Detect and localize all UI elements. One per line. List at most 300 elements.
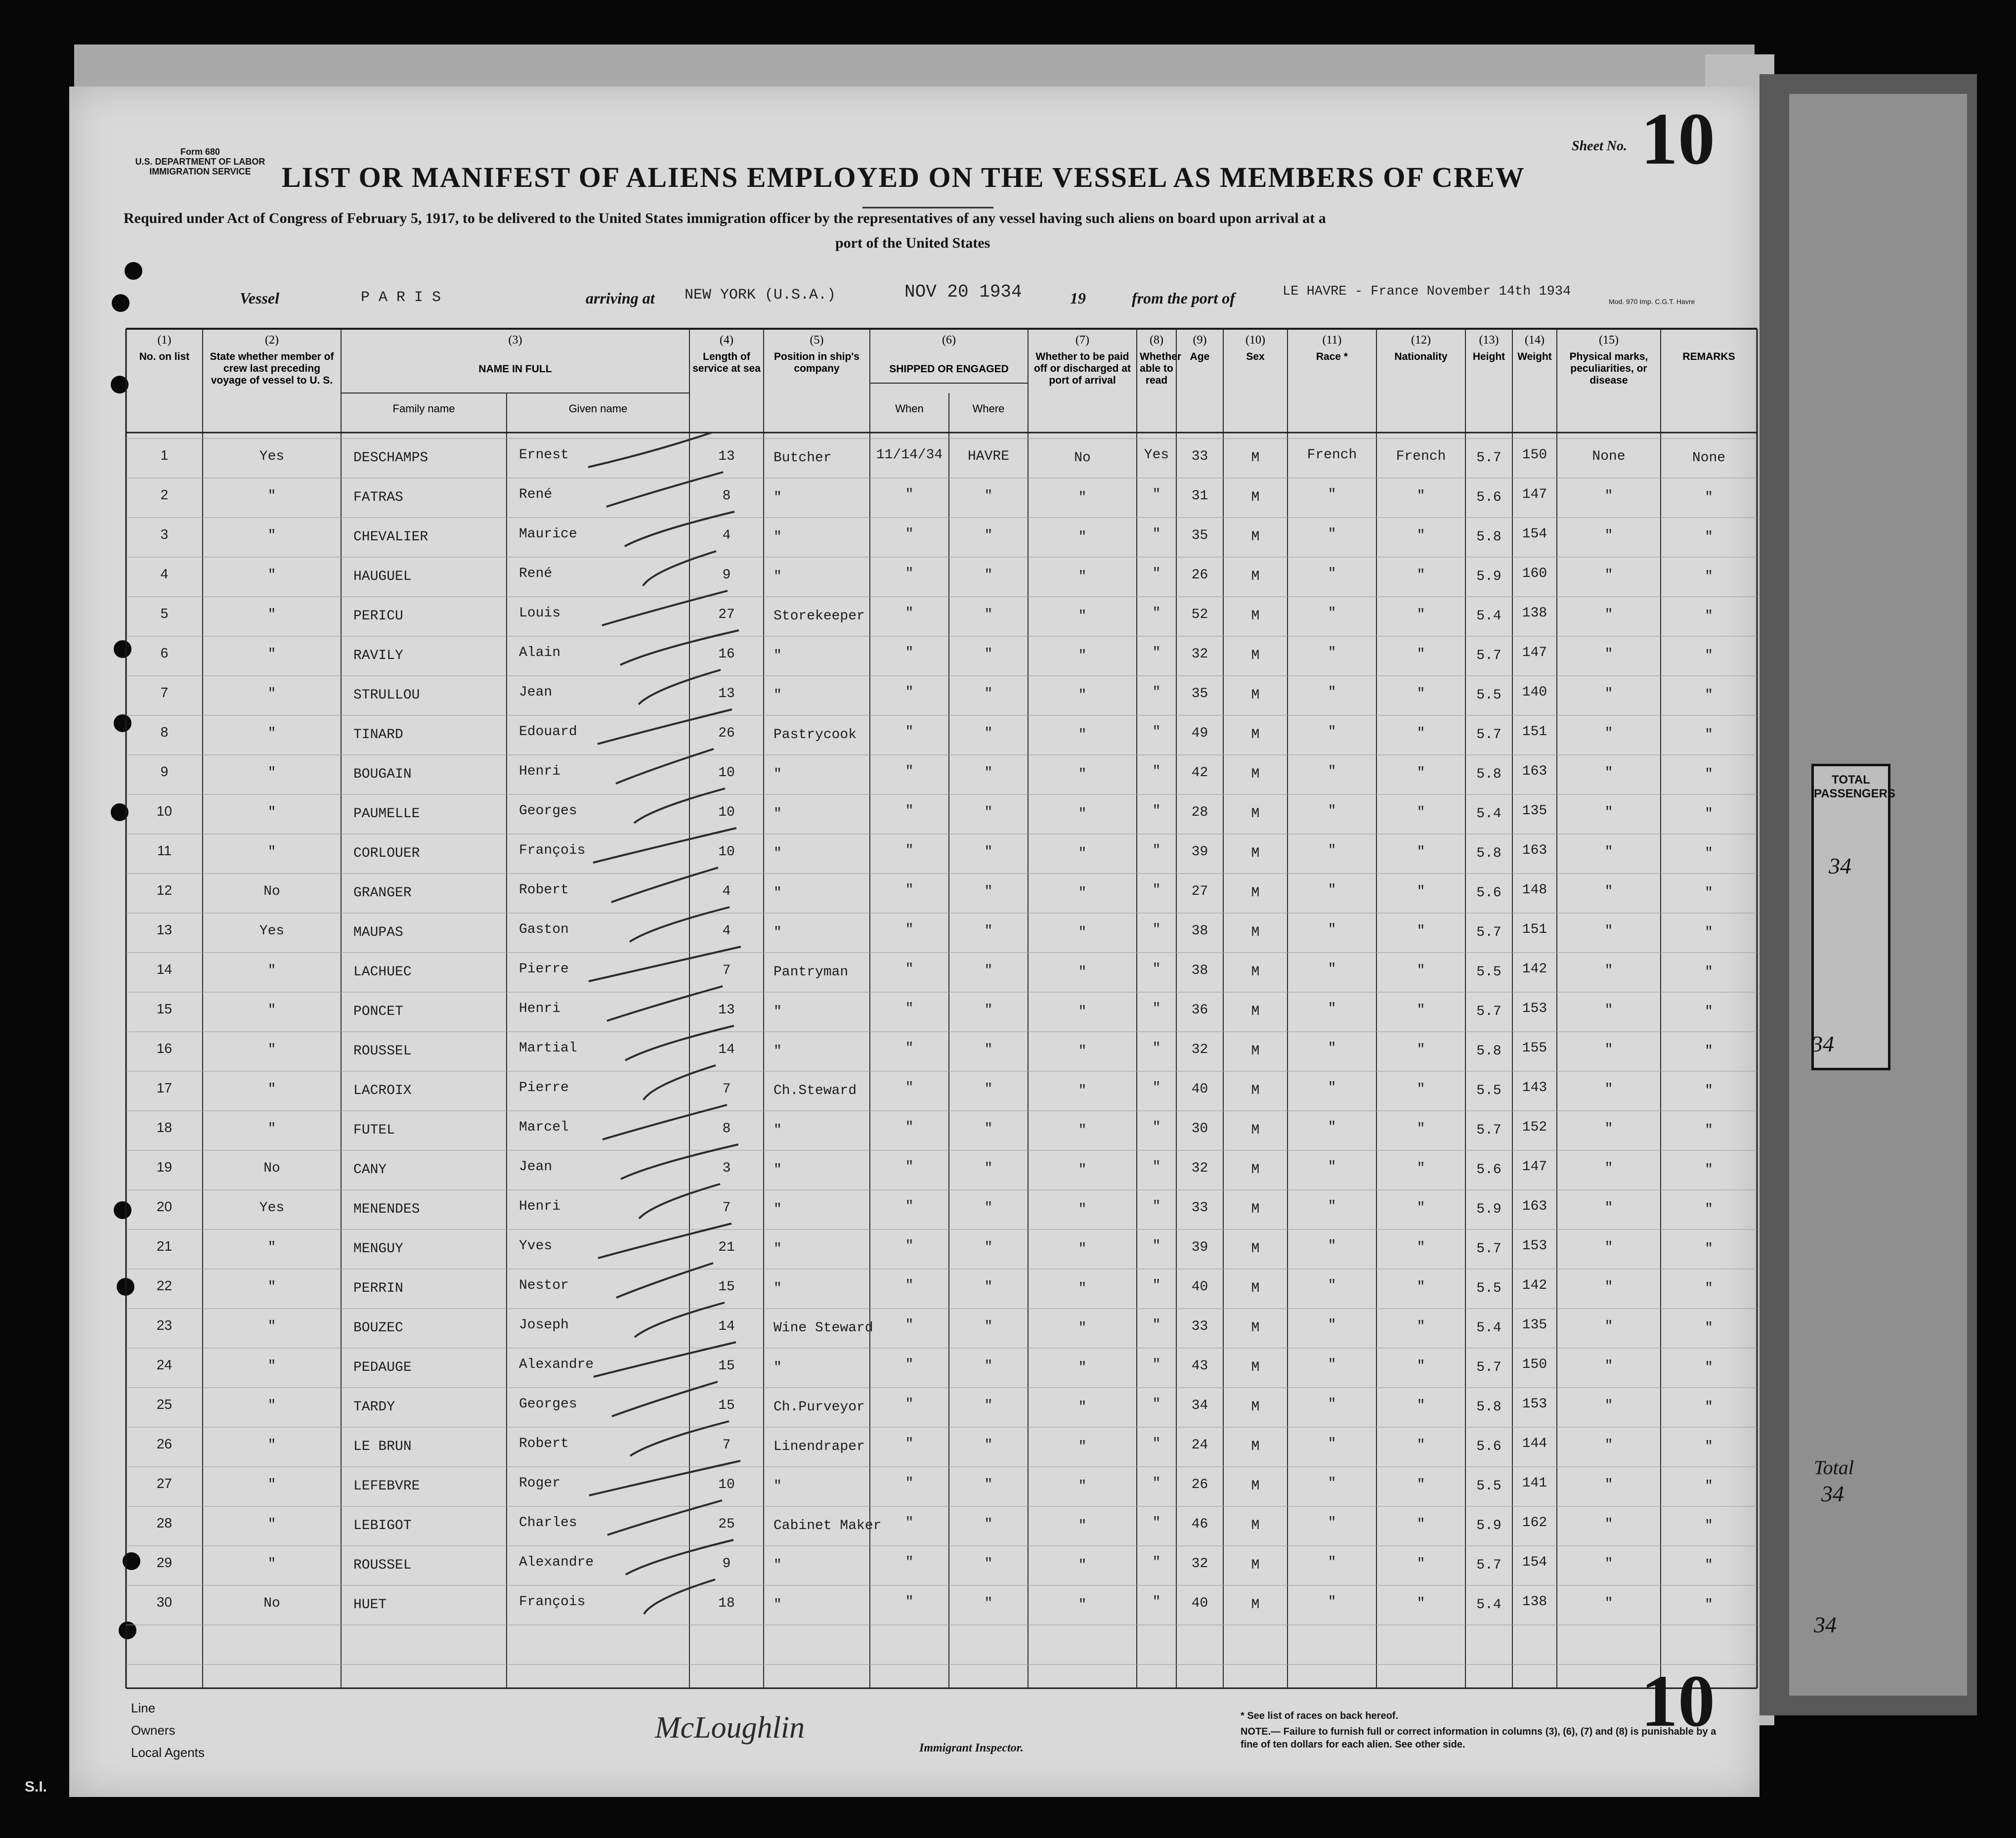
cell-age: 32 (1191, 647, 1208, 662)
cell-where: " (984, 805, 993, 820)
cell-service: 10 (718, 1477, 735, 1492)
cell-where: " (984, 1319, 993, 1334)
column-number: (8) (1150, 334, 1163, 347)
cell-no: 19 (156, 1159, 172, 1175)
cell-read: " (1152, 764, 1161, 779)
cell-marks: None (1592, 449, 1626, 464)
cell-remarks: " (1705, 648, 1713, 663)
cell-service: 7 (722, 1438, 731, 1453)
cell-read: " (1152, 566, 1161, 581)
cell-family: PONCET (353, 1004, 403, 1019)
cell-weight: 135 (1522, 803, 1547, 819)
cell-no: 11 (157, 843, 172, 858)
cell-prev: " (267, 528, 276, 543)
cell-paid: " (1078, 964, 1087, 980)
cell-race: " (1328, 685, 1336, 700)
cell-nationality: " (1416, 765, 1425, 781)
cell-when: " (905, 645, 914, 660)
cell-sex: M (1251, 1083, 1260, 1098)
cell-prev: " (267, 1279, 276, 1295)
cell-remarks: " (1705, 609, 1713, 624)
column-number: (11) (1322, 334, 1342, 347)
cell-marks: " (1604, 1398, 1613, 1413)
from-port-label: from the port of (1132, 289, 1235, 307)
cell-where: " (984, 1121, 993, 1137)
column-header: Whether to be paid off or discharged at port of arrival (1033, 351, 1131, 386)
cell-race: " (1328, 1317, 1336, 1333)
cell-marks: " (1604, 1596, 1613, 1611)
cell-remarks: " (1705, 1518, 1713, 1533)
cell-where: " (984, 686, 993, 701)
cell-service: 10 (718, 805, 735, 820)
cell-where: " (984, 923, 993, 939)
cell-remarks: " (1705, 1558, 1713, 1573)
cell-age: 30 (1191, 1121, 1208, 1137)
side-count-4: 34 (1814, 1612, 1837, 1637)
cell-prev: " (267, 647, 276, 662)
cell-age: 43 (1191, 1358, 1208, 1374)
cell-remarks: " (1705, 1241, 1713, 1257)
subtitle-line-1: Required under Act of Congress of February 5, 1917, to be delivered to the United States immigration officer by the representatives of any vessel having such aliens on board upon arrival at a (124, 210, 1326, 226)
cell-weight: 155 (1522, 1041, 1547, 1056)
cell-weight: 141 (1522, 1476, 1547, 1491)
cell-where: " (984, 1161, 993, 1176)
cell-position: " (773, 885, 782, 901)
cell-when: " (905, 1317, 914, 1333)
cell-sex: M (1251, 1123, 1260, 1138)
cell-age: 26 (1191, 1477, 1208, 1492)
cell-when: " (905, 764, 914, 779)
cell-position: " (773, 529, 782, 545)
cell-read: " (1152, 1476, 1161, 1491)
cell-service: 3 (722, 1161, 731, 1176)
cell-no: 22 (156, 1278, 172, 1293)
cell-service: 25 (718, 1517, 735, 1532)
column-header: No. on list (139, 351, 190, 362)
cell-no: 4 (160, 566, 169, 581)
cell-height: 5.7 (1476, 648, 1501, 663)
cell-service: 26 (718, 726, 735, 741)
cell-sex: M (1251, 569, 1260, 584)
cell-nationality: " (1416, 1003, 1425, 1018)
cell-marks: " (1604, 1556, 1613, 1572)
cell-where: " (984, 844, 993, 860)
cell-read: " (1152, 1080, 1161, 1095)
cell-nationality: " (1416, 528, 1425, 543)
cell-paid: " (1078, 767, 1087, 782)
cell-remarks: " (1705, 925, 1713, 940)
cell-where: " (984, 1003, 993, 1018)
cell-remarks: " (1705, 1597, 1713, 1613)
cell-height: 5.8 (1476, 1400, 1501, 1415)
cell-read: " (1152, 487, 1161, 502)
cell-position: " (773, 767, 782, 782)
cell-race: " (1328, 843, 1336, 858)
cell-remarks: " (1705, 1281, 1713, 1296)
cell-given: Maurice (519, 526, 577, 542)
cell-nationality: " (1416, 1438, 1425, 1453)
cell-weight: 152 (1522, 1120, 1547, 1135)
cell-marks: " (1604, 1477, 1613, 1492)
column-header: Weight (1517, 351, 1552, 362)
cell-given: Gaston (519, 922, 569, 937)
cell-remarks: " (1705, 846, 1713, 861)
cell-read: " (1152, 1357, 1161, 1372)
cell-prev: " (267, 726, 276, 741)
cell-service: 16 (718, 647, 735, 662)
cell-position: " (773, 1004, 782, 1019)
cell-nationality: " (1416, 963, 1425, 978)
cell-height: 5.6 (1476, 490, 1501, 505)
cell-family: RAVILY (353, 648, 403, 663)
cell-service: 4 (722, 528, 731, 543)
cell-read: " (1152, 645, 1161, 660)
column-header: REMARKS (1682, 351, 1735, 362)
cell-service: 4 (722, 884, 731, 899)
cell-age: 26 (1191, 568, 1208, 583)
cell-sex: M (1251, 1479, 1260, 1494)
cell-position: " (773, 1479, 782, 1494)
cell-when: " (905, 1476, 914, 1491)
inspector-signature: McLoughlin (655, 1711, 805, 1745)
column-number: (13) (1479, 334, 1499, 347)
cell-given: François (519, 843, 586, 858)
cell-family: PERICU (353, 609, 403, 624)
cell-no: 18 (156, 1120, 172, 1135)
cell-marks: " (1604, 1161, 1613, 1176)
column-number: (7) (1075, 334, 1089, 347)
cell-prev: " (267, 1517, 276, 1532)
cell-sex: M (1251, 688, 1260, 703)
cell-weight: 150 (1522, 447, 1547, 463)
cell-age: 32 (1191, 1161, 1208, 1176)
cell-height: 5.6 (1476, 1439, 1501, 1454)
cell-where: " (984, 1358, 993, 1374)
cell-no: 16 (156, 1041, 172, 1056)
cell-age: 39 (1191, 844, 1208, 860)
cell-nationality: " (1416, 1517, 1425, 1532)
cell-service: 8 (722, 1121, 731, 1137)
cell-service: 4 (722, 923, 731, 939)
cell-read: " (1152, 1397, 1161, 1412)
cell-sex: M (1251, 846, 1260, 861)
cell-nationality: " (1416, 884, 1425, 899)
cell-age: 27 (1191, 884, 1208, 899)
cell-when: " (905, 487, 914, 502)
cell-no: 1 (160, 447, 169, 463)
cell-read: " (1152, 1159, 1161, 1175)
cell-family: CHEVALIER (353, 529, 429, 545)
cell-family: HUET (353, 1597, 387, 1613)
cell-when: " (905, 1041, 914, 1056)
cell-nationality: " (1416, 1240, 1425, 1255)
cell-paid: " (1078, 1320, 1087, 1336)
cell-marks: " (1604, 1279, 1613, 1295)
cell-weight: 135 (1522, 1317, 1547, 1333)
cell-nationality: " (1416, 1200, 1425, 1216)
cell-no: 3 (160, 526, 169, 542)
cell-no: 30 (156, 1594, 172, 1610)
cell-sex: M (1251, 885, 1260, 901)
cell-remarks: " (1705, 1320, 1713, 1336)
cell-sex: M (1251, 1281, 1260, 1296)
cell-prev: " (267, 686, 276, 701)
cell-sex: M (1251, 529, 1260, 545)
cell-age: 38 (1191, 963, 1208, 978)
column-number: (12) (1411, 334, 1431, 347)
cell-family: MAUPAS (353, 925, 403, 940)
cell-no: 7 (160, 685, 169, 700)
column-number: (6) (942, 334, 956, 347)
cell-height: 5.7 (1476, 1004, 1501, 1019)
cell-service: 15 (718, 1358, 735, 1374)
cell-where: " (984, 1517, 993, 1532)
cell-age: 32 (1191, 1556, 1208, 1572)
cell-race: " (1328, 606, 1336, 621)
cell-prev: " (267, 1477, 276, 1492)
cell-family: PEDAUGE (353, 1360, 412, 1375)
cell-sex: M (1251, 1241, 1260, 1257)
cell-family: FATRAS (353, 490, 403, 505)
cell-family: LACHUEC (353, 964, 412, 980)
cell-remarks: " (1705, 767, 1713, 782)
cell-prev: No (263, 1161, 280, 1176)
cell-service: 7 (722, 1200, 731, 1216)
cell-when: " (905, 526, 914, 542)
cell-height: 5.6 (1476, 885, 1501, 901)
cell-service: 27 (718, 607, 735, 622)
cell-weight: 148 (1522, 882, 1547, 898)
cell-when: " (905, 1238, 914, 1254)
cell-height: 5.5 (1476, 688, 1501, 703)
cell-no: 21 (156, 1238, 172, 1254)
cell-family: MENENDES (353, 1202, 420, 1217)
cell-weight: 163 (1522, 764, 1547, 779)
cell-remarks: " (1705, 1439, 1713, 1454)
cell-marks: " (1604, 963, 1613, 978)
cell-height: 5.7 (1476, 727, 1501, 743)
cell-marks: " (1604, 923, 1613, 939)
cell-age: 32 (1191, 1042, 1208, 1057)
cell-weight: 147 (1522, 487, 1547, 502)
cell-marks: " (1604, 1082, 1613, 1097)
column-number: (2) (265, 334, 279, 347)
cell-when: " (905, 843, 914, 858)
cell-marks: " (1604, 1319, 1613, 1334)
cell-nationality: " (1416, 488, 1425, 504)
cell-service: 9 (722, 568, 731, 583)
cell-given: Alexandre (519, 1357, 594, 1372)
cell-race: " (1328, 1238, 1336, 1254)
cell-marks: " (1604, 1517, 1613, 1532)
cell-no: 20 (156, 1199, 172, 1214)
column-number: (9) (1193, 334, 1207, 347)
cell-position: " (773, 1360, 782, 1375)
cell-race: " (1328, 1397, 1336, 1412)
cell-sex: M (1251, 648, 1260, 663)
cell-given: Georges (519, 803, 577, 819)
cell-marks: " (1604, 1042, 1613, 1057)
cell-paid: " (1078, 727, 1087, 743)
cell-given: Marcel (519, 1120, 569, 1135)
cell-marks: " (1604, 1438, 1613, 1453)
cell-position: Wine Steward (773, 1320, 873, 1336)
cell-race: " (1328, 1436, 1336, 1451)
side-count-1: 34 (1829, 853, 1851, 878)
cell-weight: 153 (1522, 1001, 1547, 1016)
cell-age: 46 (1191, 1517, 1208, 1532)
cell-position: Pastrycook (773, 727, 857, 743)
cell-paid: " (1078, 1281, 1087, 1296)
cell-prev: " (267, 1319, 276, 1334)
cell-sex: M (1251, 1360, 1260, 1375)
cell-service: 18 (718, 1596, 735, 1611)
column-header: State whether member of crew last preceding voyage of vessel to U. S. (210, 351, 334, 386)
cell-read: " (1152, 1001, 1161, 1016)
cell-family: LEFEBVRE (353, 1479, 420, 1494)
cell-paid: No (1074, 450, 1091, 466)
subtitle-line-2: port of the United States (835, 235, 990, 251)
cell-when: " (905, 1436, 914, 1451)
cell-nationality: " (1416, 1358, 1425, 1374)
cell-remarks: " (1705, 569, 1713, 584)
cell-height: 5.9 (1476, 1202, 1501, 1217)
cell-position: Cabinet Maker (773, 1518, 882, 1533)
local-agents-label: Local Agents (131, 1745, 205, 1760)
cell-weight: 140 (1522, 685, 1547, 700)
cell-paid: " (1078, 806, 1087, 822)
cell-sex: M (1251, 964, 1260, 980)
subheader-given: Given name (568, 402, 628, 415)
cell-where: " (984, 963, 993, 978)
cell-weight: 151 (1522, 724, 1547, 740)
cell-position: " (773, 1558, 782, 1573)
cell-age: 34 (1191, 1398, 1208, 1413)
penalty-note: NOTE.— Failure to furnish full or correct information in columns (3), (6), (7) and (8) is punishable by a fine of ten dollars for each alien. See other side. (1241, 1726, 1716, 1750)
cell-nationality: " (1416, 686, 1425, 701)
cell-prev: No (263, 884, 280, 899)
cell-race: " (1328, 1120, 1336, 1135)
cell-remarks: " (1705, 964, 1713, 980)
cell-where: " (984, 1398, 993, 1413)
cell-height: 5.5 (1476, 1479, 1501, 1494)
cell-paid: " (1078, 569, 1087, 584)
cell-remarks: " (1705, 1202, 1713, 1217)
cell-no: 25 (156, 1397, 172, 1412)
cell-service: 21 (718, 1240, 735, 1255)
cell-prev: " (267, 805, 276, 820)
cell-family: PERRIN (353, 1281, 403, 1296)
cell-paid: " (1078, 1202, 1087, 1217)
cell-height: 5.8 (1476, 1044, 1501, 1059)
cell-height: 5.9 (1476, 569, 1501, 584)
cell-weight: 150 (1522, 1357, 1547, 1372)
cell-read: " (1152, 1436, 1161, 1451)
cell-given: Jean (519, 685, 553, 700)
cell-remarks: " (1705, 806, 1713, 822)
cell-marks: " (1604, 1358, 1613, 1374)
cell-position: Ch.Purveyor (773, 1400, 865, 1415)
cell-prev: Yes (259, 449, 285, 464)
owners-label: Owners (131, 1723, 175, 1738)
cell-when: " (905, 803, 914, 819)
cell-height: 5.4 (1476, 1597, 1501, 1613)
cell-given: Alain (519, 645, 561, 660)
cell-paid: " (1078, 846, 1087, 861)
cell-marks: " (1604, 647, 1613, 662)
cell-position: " (773, 1597, 782, 1613)
form-number: Form 680 (180, 147, 220, 157)
cell-age: 42 (1191, 765, 1208, 781)
column-header: SHIPPED OR ENGAGED (889, 363, 1009, 375)
cell-position: " (773, 1202, 782, 1217)
cell-height: 5.7 (1476, 1360, 1501, 1375)
cell-height: 5.5 (1476, 1083, 1501, 1098)
cell-given: Georges (519, 1397, 577, 1412)
cell-prev: " (267, 1358, 276, 1374)
column-number: (10) (1245, 334, 1265, 347)
cell-marks: " (1604, 1200, 1613, 1216)
cell-remarks: " (1705, 727, 1713, 743)
cell-race: " (1328, 803, 1336, 819)
manifest-page (69, 87, 1759, 1797)
cell-no: 6 (160, 645, 169, 660)
cell-nationality: " (1416, 1477, 1425, 1492)
cell-remarks: None (1692, 450, 1726, 466)
cell-prev: " (267, 1398, 276, 1413)
cell-prev: No (263, 1596, 280, 1611)
column-header: Nationality (1394, 351, 1448, 362)
cell-read: " (1152, 1317, 1161, 1333)
cell-sex: M (1251, 1558, 1260, 1573)
cell-when: 11/14/34 (876, 447, 943, 463)
arriving-port: NEW YORK (U.S.A.) (685, 287, 836, 304)
cell-sex: M (1251, 925, 1260, 940)
cell-marks: " (1604, 528, 1613, 543)
cell-when: " (905, 566, 914, 581)
cell-position: Ch.Steward (773, 1083, 857, 1098)
cell-sex: M (1251, 806, 1260, 822)
cell-given: Pierre (519, 1080, 569, 1095)
page-title: LIST OR MANIFEST OF ALIENS EMPLOYED ON THE VESSEL AS MEMBERS OF CREW (282, 161, 1525, 193)
cell-marks: " (1604, 765, 1613, 781)
cell-race: " (1328, 645, 1336, 660)
cell-no: 15 (156, 1001, 172, 1016)
cell-read: " (1152, 843, 1161, 858)
cell-where: " (984, 528, 993, 543)
cell-paid: " (1078, 1123, 1087, 1138)
cell-race: " (1328, 1199, 1336, 1214)
cell-service: 9 (722, 1556, 731, 1572)
cell-nationality: " (1416, 1042, 1425, 1057)
cell-height: 5.5 (1476, 1281, 1501, 1296)
cell-read: " (1152, 724, 1161, 740)
cell-service: 13 (718, 1003, 735, 1018)
service: IMMIGRATION SERVICE (149, 167, 251, 176)
cell-given: François (519, 1594, 586, 1610)
cell-when: " (905, 1278, 914, 1293)
cell-marks: " (1604, 844, 1613, 860)
cell-position: " (773, 1162, 782, 1178)
cell-position: Linendraper (773, 1439, 865, 1454)
column-number: (14) (1525, 334, 1544, 347)
cell-paid: " (1078, 1004, 1087, 1019)
cell-paid: " (1078, 925, 1087, 940)
cell-when: " (905, 1555, 914, 1570)
cell-age: 40 (1191, 1082, 1208, 1097)
cell-paid: " (1078, 1400, 1087, 1415)
column-number: (15) (1599, 334, 1619, 347)
